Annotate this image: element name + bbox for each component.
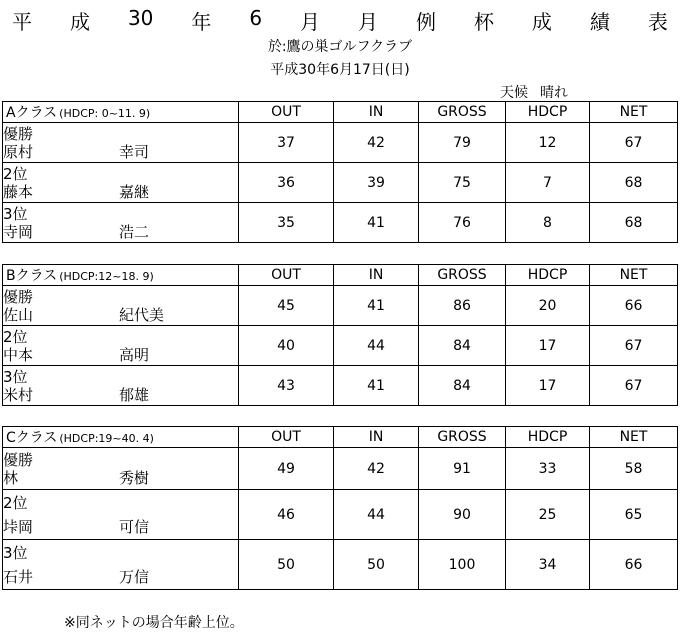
player-cell bbox=[3, 123, 239, 163]
family-name: 米村 bbox=[3, 385, 34, 404]
player-cell bbox=[3, 286, 239, 326]
table-row bbox=[3, 490, 678, 540]
rank: 2位 bbox=[3, 493, 28, 512]
table-header-row bbox=[3, 102, 678, 123]
class-range: (HDCP:19~40. 4) bbox=[59, 432, 154, 445]
rank: 3位 bbox=[3, 204, 28, 223]
net-score: 65 bbox=[590, 490, 678, 540]
col-in: IN bbox=[334, 427, 419, 448]
col-hdcp: HDCP bbox=[506, 427, 590, 448]
given-name: 郁雄 bbox=[119, 385, 150, 404]
net-score: 68 bbox=[590, 163, 678, 203]
out-score: 50 bbox=[239, 540, 334, 590]
hdcp-score: 25 bbox=[506, 490, 590, 540]
family-name: 原村 bbox=[3, 142, 34, 161]
title-char: 6 bbox=[249, 6, 263, 30]
title-char: 平 bbox=[12, 10, 32, 34]
col-hdcp: HDCP bbox=[506, 102, 590, 123]
page-title bbox=[0, 6, 680, 32]
out-score: 43 bbox=[239, 366, 334, 406]
net-score: 58 bbox=[590, 448, 678, 490]
weather-label: 天候 bbox=[500, 85, 528, 101]
hdcp-score: 33 bbox=[506, 448, 590, 490]
given-name: 高明 bbox=[119, 345, 150, 364]
in-score: 41 bbox=[334, 286, 419, 326]
class-a-table bbox=[2, 101, 678, 243]
col-in: IN bbox=[334, 265, 419, 286]
hdcp-score: 17 bbox=[506, 326, 590, 366]
venue-text: 於:鷹の巣ゴルフクラブ bbox=[267, 39, 413, 55]
rank: 2位 bbox=[3, 164, 28, 183]
class-label bbox=[3, 102, 239, 123]
title-char: 表 bbox=[647, 10, 668, 34]
table-row bbox=[3, 123, 678, 163]
in-score: 44 bbox=[334, 326, 419, 366]
rank: 3位 bbox=[3, 543, 28, 562]
hdcp-score: 20 bbox=[506, 286, 590, 326]
title-char: 例 bbox=[415, 10, 436, 34]
player-cell bbox=[3, 326, 239, 366]
in-score: 44 bbox=[334, 490, 419, 540]
col-gross: GROSS bbox=[419, 265, 506, 286]
col-out: OUT bbox=[239, 265, 334, 286]
gross-score: 90 bbox=[419, 490, 506, 540]
col-net: NET bbox=[590, 265, 678, 286]
given-name: 浩二 bbox=[119, 222, 150, 241]
class-label bbox=[3, 265, 239, 286]
out-score: 35 bbox=[239, 203, 334, 243]
hdcp-score: 8 bbox=[506, 203, 590, 243]
family-name: 林 bbox=[3, 468, 19, 487]
class-range: (HDCP:12~18. 9) bbox=[59, 270, 154, 283]
date-text: 平成30年6月17日(日) bbox=[270, 62, 410, 78]
given-name: 幸司 bbox=[119, 142, 150, 161]
gross-score: 84 bbox=[419, 326, 506, 366]
table-row bbox=[3, 448, 678, 490]
gross-score: 86 bbox=[419, 286, 506, 326]
col-out: OUT bbox=[239, 427, 334, 448]
family-name: 佐山 bbox=[3, 305, 34, 324]
given-name: 嘉継 bbox=[119, 182, 150, 201]
out-score: 45 bbox=[239, 286, 334, 326]
out-score: 36 bbox=[239, 163, 334, 203]
rank: 優勝 bbox=[3, 287, 34, 306]
class-name: Aクラス bbox=[6, 105, 58, 121]
title-char: 成 bbox=[69, 10, 90, 34]
class-name: Cクラス bbox=[6, 430, 58, 446]
gross-score: 100 bbox=[419, 540, 506, 590]
net-score: 66 bbox=[590, 540, 678, 590]
in-score: 42 bbox=[334, 123, 419, 163]
given-name: 可信 bbox=[119, 517, 150, 536]
title-char: 成 bbox=[531, 10, 552, 34]
given-name: 秀樹 bbox=[119, 468, 150, 487]
player-cell bbox=[3, 448, 239, 490]
given-name: 万信 bbox=[119, 567, 150, 586]
in-score: 42 bbox=[334, 448, 419, 490]
title-char: 績 bbox=[589, 10, 610, 34]
gross-score: 91 bbox=[419, 448, 506, 490]
gross-score: 84 bbox=[419, 366, 506, 406]
col-gross: GROSS bbox=[419, 102, 506, 123]
family-name: 中本 bbox=[3, 345, 34, 364]
class-b-table bbox=[2, 264, 678, 406]
table-row bbox=[3, 540, 678, 590]
rank: 優勝 bbox=[3, 450, 34, 469]
in-score: 41 bbox=[334, 203, 419, 243]
rank: 2位 bbox=[3, 327, 28, 346]
title-char: 月 bbox=[300, 10, 321, 34]
in-score: 50 bbox=[334, 540, 419, 590]
gross-score: 75 bbox=[419, 163, 506, 203]
family-name: 藤本 bbox=[3, 182, 34, 201]
family-name: 垰岡 bbox=[3, 517, 34, 536]
col-in: IN bbox=[334, 102, 419, 123]
footnote: ※同ネットの場合年齢上位。 bbox=[64, 615, 244, 631]
rank: 3位 bbox=[3, 367, 28, 386]
rank: 優勝 bbox=[3, 124, 34, 143]
col-net: NET bbox=[590, 102, 678, 123]
net-score: 66 bbox=[590, 286, 678, 326]
net-score: 68 bbox=[590, 203, 678, 243]
hdcp-score: 34 bbox=[506, 540, 590, 590]
title-char: 杯 bbox=[473, 10, 494, 34]
class-label bbox=[3, 427, 239, 448]
title-char: 年 bbox=[191, 10, 212, 34]
table-row bbox=[3, 286, 678, 326]
net-score: 67 bbox=[590, 326, 678, 366]
col-out: OUT bbox=[239, 102, 334, 123]
out-score: 49 bbox=[239, 448, 334, 490]
player-cell bbox=[3, 163, 239, 203]
col-hdcp: HDCP bbox=[506, 265, 590, 286]
table-header-row bbox=[3, 427, 678, 448]
player-cell bbox=[3, 366, 239, 406]
table-row bbox=[3, 326, 678, 366]
hdcp-score: 7 bbox=[506, 163, 590, 203]
net-score: 67 bbox=[590, 366, 678, 406]
weather-value: 晴れ bbox=[540, 85, 568, 101]
col-net: NET bbox=[590, 427, 678, 448]
family-name: 寺岡 bbox=[3, 222, 34, 241]
out-score: 46 bbox=[239, 490, 334, 540]
hdcp-score: 17 bbox=[506, 366, 590, 406]
class-name: Bクラス bbox=[6, 268, 58, 284]
out-score: 37 bbox=[239, 123, 334, 163]
out-score: 40 bbox=[239, 326, 334, 366]
weather bbox=[500, 82, 568, 102]
table-header-row bbox=[3, 265, 678, 286]
in-score: 41 bbox=[334, 366, 419, 406]
table-row bbox=[3, 163, 678, 203]
player-cell bbox=[3, 490, 239, 540]
col-gross: GROSS bbox=[419, 427, 506, 448]
given-name: 紀代美 bbox=[119, 305, 165, 324]
gross-score: 79 bbox=[419, 123, 506, 163]
class-c-table bbox=[2, 426, 678, 590]
player-cell bbox=[3, 203, 239, 243]
title-char: 月 bbox=[358, 10, 378, 34]
hdcp-score: 12 bbox=[506, 123, 590, 163]
class-range: (HDCP: 0~11. 9) bbox=[59, 107, 151, 120]
gross-score: 76 bbox=[419, 203, 506, 243]
player-cell bbox=[3, 540, 239, 590]
in-score: 39 bbox=[334, 163, 419, 203]
table-row bbox=[3, 203, 678, 243]
title-char: 30 bbox=[127, 6, 154, 30]
table-row bbox=[3, 366, 678, 406]
family-name: 石井 bbox=[3, 567, 34, 586]
net-score: 67 bbox=[590, 123, 678, 163]
